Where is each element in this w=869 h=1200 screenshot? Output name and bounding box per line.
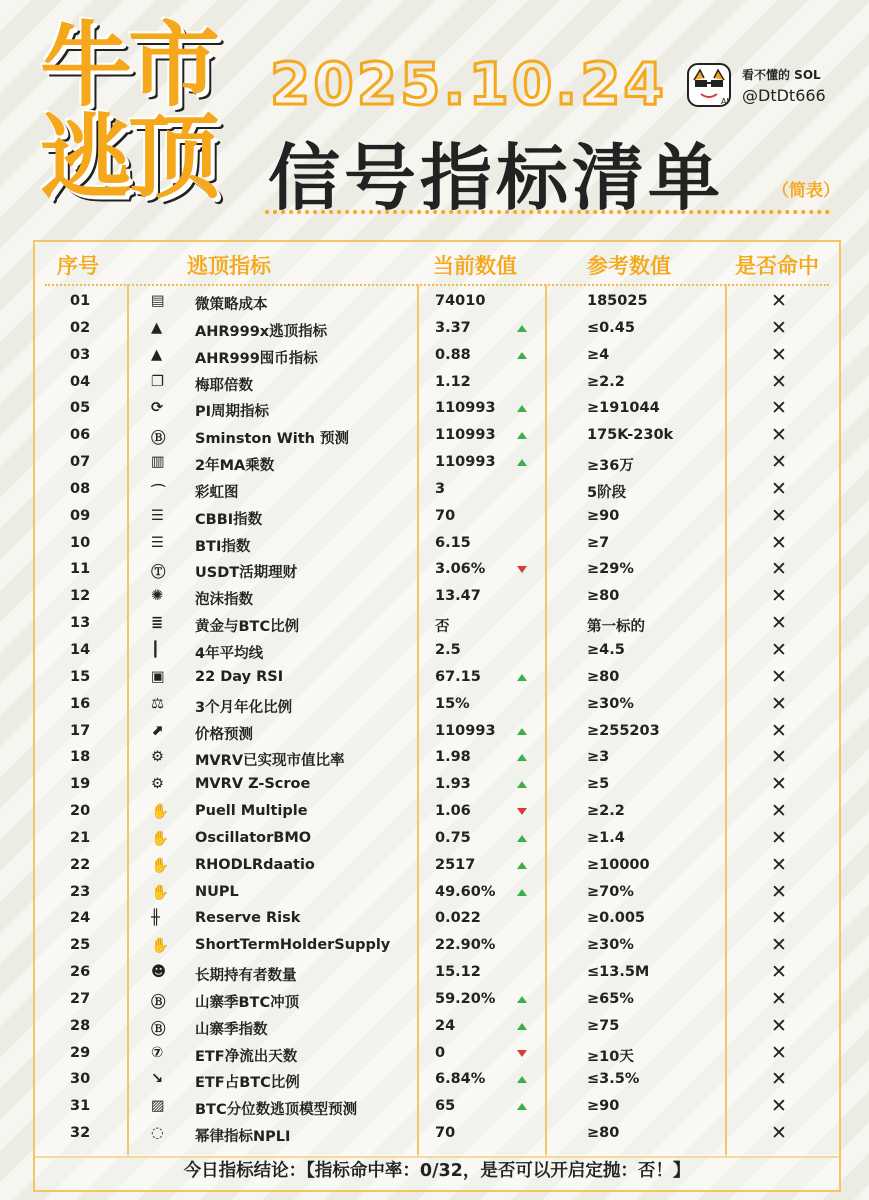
current-value: 24: [435, 1017, 456, 1034]
indicator-name: USDT活期理财: [195, 565, 298, 582]
reference-value: ≥36万: [587, 458, 634, 475]
trend-down-arrow-icon: [517, 1050, 527, 1057]
current-value: 110993: [435, 427, 496, 444]
row-number: 12: [70, 588, 91, 605]
column-header-reference: 参考数值: [587, 254, 671, 278]
reference-value: ≥29%: [587, 561, 634, 578]
row-number: 02: [70, 319, 91, 336]
row-number: 14: [70, 641, 91, 658]
current-value: 59.20%: [435, 990, 496, 1007]
bars-icon: ┃: [151, 641, 160, 658]
stripes-icon: ▨: [151, 1098, 165, 1115]
indicator-name: Reserve Risk: [195, 910, 301, 927]
table-row: [35, 879, 839, 906]
row-number: 24: [70, 910, 91, 927]
trend-up-arrow-icon: [517, 325, 527, 332]
reference-value: ≥255203: [587, 722, 660, 739]
indicator-name: RHODLRdaatio: [195, 856, 315, 873]
row-number: 10: [70, 534, 91, 551]
reference-value: ≥75: [587, 1017, 620, 1034]
subtitle: 信号指标清单: [268, 136, 725, 220]
indicator-name: 幂律指标NPLI: [195, 1129, 291, 1146]
reference-value: ≤0.45: [587, 319, 635, 336]
table-row: [35, 503, 839, 530]
svg-text:AI: AI: [721, 97, 729, 106]
indicator-name: AHR999x逃顶指标: [195, 323, 328, 340]
reference-value: ≥30%: [587, 695, 634, 712]
current-value: 15%: [435, 695, 470, 712]
current-value: 6.15: [435, 534, 471, 551]
row-number: 05: [70, 400, 91, 417]
table-row: [35, 637, 839, 664]
tether-icon: Ⓣ: [151, 565, 166, 582]
indicator-name: 长期持有者数量: [195, 968, 297, 985]
hit-status-icon: ✕: [771, 692, 787, 715]
indicator-name: BTC分位数逃顶模型预测: [195, 1102, 358, 1119]
current-value: 110993: [435, 454, 496, 471]
hit-status-icon: ✕: [771, 424, 787, 447]
reference-value: ≥80: [587, 668, 620, 685]
trend-up-arrow-icon: [517, 1076, 527, 1083]
row-number: 30: [70, 1071, 91, 1088]
reference-value: ≥4.5: [587, 641, 625, 658]
reference-value: ≥1.4: [587, 829, 625, 846]
trend-up-arrow-icon: [517, 432, 527, 439]
table-row: [35, 771, 839, 798]
current-value: 3: [435, 480, 446, 497]
reference-value: ≤13.5M: [587, 964, 650, 981]
table-row: [35, 986, 839, 1013]
indicator-name: 梅耶倍数: [195, 377, 253, 394]
hit-status-icon: ✕: [771, 290, 787, 312]
indicator-name: ETF净流出天数: [195, 1048, 298, 1065]
handshake-icon: ✋: [151, 804, 170, 821]
hit-status-icon: ✕: [771, 907, 787, 930]
indicator-name: 彩虹图: [195, 484, 239, 501]
current-value: 74010: [435, 293, 486, 309]
table-row: [35, 664, 839, 691]
reference-value: ≥80: [587, 1125, 620, 1142]
row-number: 19: [70, 776, 91, 793]
title-line-1: 牛市: [40, 12, 217, 119]
indicator-name: CBBI指数: [195, 511, 263, 528]
hit-status-icon: ✕: [771, 746, 787, 769]
candles-icon: ╫: [151, 910, 160, 927]
ahr-icon: ▲: [151, 346, 163, 363]
conclusion-footer: 今日指标结论：【指标命中率：0/32，是否可以开启定抛：否！】: [33, 1154, 841, 1192]
row-number: 32: [70, 1125, 91, 1142]
reference-value: ≥10天: [587, 1048, 634, 1065]
current-value: 65: [435, 1098, 456, 1115]
gold-icon: ≣: [151, 615, 164, 632]
hit-status-icon: ✕: [771, 397, 787, 420]
table-row: [35, 825, 839, 852]
table-row: [35, 798, 839, 825]
trend-up-arrow-icon: [517, 835, 527, 842]
current-value: 1.06: [435, 803, 471, 820]
hit-status-icon: ✕: [771, 343, 787, 366]
trend-up-arrow-icon: [517, 459, 527, 466]
ahr-icon: ▲: [151, 319, 163, 336]
row-number: 16: [70, 695, 91, 712]
scale-icon: ⚖: [151, 695, 164, 712]
indicator-name: 泡沫指数: [195, 592, 253, 609]
reference-value: 5阶段: [587, 484, 627, 501]
holder-icon: ☻: [151, 964, 167, 981]
hit-status-icon: ✕: [771, 316, 787, 339]
indicator-name: PI周期指标: [195, 404, 270, 421]
reference-value: ≤3.5%: [587, 1071, 640, 1088]
reference-value: ≥10000: [587, 856, 650, 873]
current-value: 1.98: [435, 749, 471, 766]
indicator-name: Puell Multiple: [195, 803, 308, 820]
indicator-name: 山寨季指数: [195, 1021, 268, 1038]
hit-status-icon: ✕: [771, 961, 787, 984]
reference-value: ≥191044: [587, 400, 660, 417]
row-number: 23: [70, 883, 91, 900]
table-row: [35, 610, 839, 637]
hit-status-icon: ✕: [771, 826, 787, 849]
indicator-name: 黄金与BTC比例: [195, 619, 300, 636]
hit-status-icon: ✕: [771, 1014, 787, 1037]
reference-value: ≥90: [587, 1098, 620, 1115]
reference-value: ≥4: [587, 346, 610, 363]
row-number: 21: [70, 829, 91, 846]
current-value: 2.5: [435, 641, 461, 658]
current-value: 70: [435, 507, 456, 524]
current-value: 22.90%: [435, 937, 496, 954]
trend-up-arrow-icon: [517, 996, 527, 1003]
reference-value: ≥2.2: [587, 803, 625, 820]
header-divider: [45, 284, 829, 286]
table-row: [35, 315, 839, 342]
indicator-name: AHR999囤币指标: [195, 350, 318, 367]
current-value: 3.06%: [435, 561, 486, 578]
table-row: [35, 476, 839, 503]
indicator-name: 微策略成本: [195, 297, 268, 313]
row-number: 15: [70, 668, 91, 685]
document-icon: ▤: [151, 293, 165, 309]
reference-value: ≥90: [587, 507, 620, 524]
hit-status-icon: ✕: [771, 558, 787, 581]
reference-value: ≥80: [587, 588, 620, 605]
calendar-icon: ▣: [151, 668, 165, 685]
current-value: 49.60%: [435, 883, 496, 900]
handshake-icon: ✋: [151, 884, 170, 901]
reference-value: ≥5: [587, 776, 610, 793]
indicator-name: Sminston With 预测: [195, 431, 350, 448]
reference-value: ≥0.005: [587, 910, 646, 927]
database-icon: ☰: [151, 507, 164, 524]
row-number: 27: [70, 990, 91, 1007]
hit-status-icon: ✕: [771, 853, 787, 876]
current-value: 0.022: [435, 910, 481, 927]
row-number: 20: [70, 803, 91, 820]
row-number: 31: [70, 1098, 91, 1115]
table-row: [35, 342, 839, 369]
hit-status-icon: ✕: [771, 477, 787, 500]
indicator-name: MVRV已实现市值比率: [195, 753, 345, 770]
hit-status-icon: ✕: [771, 638, 787, 661]
row-number: 25: [70, 937, 91, 954]
row-number: 11: [70, 561, 91, 578]
reference-value: ≥30%: [587, 937, 634, 954]
row-number: 22: [70, 856, 91, 873]
trend-up-arrow-icon: [517, 1103, 527, 1110]
table-row: [35, 959, 839, 986]
hit-status-icon: ✕: [771, 1068, 787, 1091]
column-header-no: 序号: [57, 254, 99, 278]
current-value: 0.88: [435, 346, 471, 363]
indicator-name: 4年平均线: [195, 645, 264, 662]
current-value: 110993: [435, 400, 496, 417]
day-seven-icon: ⑦: [151, 1044, 164, 1061]
row-number: 18: [70, 749, 91, 766]
row-number: 26: [70, 964, 91, 981]
table-row: [35, 1040, 839, 1067]
hit-status-icon: ✕: [771, 1095, 787, 1118]
avatar: [686, 62, 732, 108]
cycle-icon: ⟳: [151, 400, 164, 417]
table-row: [35, 905, 839, 932]
gear-icon: ⚙: [151, 749, 164, 766]
hit-status-icon: ✕: [771, 531, 787, 554]
copy-icon: ❐: [151, 373, 164, 390]
trend-up-arrow-icon: [517, 889, 527, 896]
column-header-current: 当前数值: [433, 254, 517, 278]
hit-status-icon: ✕: [771, 800, 787, 823]
trend-up-arrow-icon: [517, 754, 527, 761]
reference-value: ≥2.2: [587, 373, 625, 390]
current-value: 70: [435, 1125, 456, 1142]
current-value: 2517: [435, 856, 476, 873]
row-number: 13: [70, 615, 91, 632]
table-row: [35, 1093, 839, 1120]
table-row: [35, 369, 839, 396]
current-value: 0: [435, 1044, 446, 1061]
table-row: [35, 932, 839, 959]
bitcoin-icon: Ⓑ: [151, 994, 166, 1011]
table-row: [35, 744, 839, 771]
reference-value: 185025: [587, 293, 648, 309]
reference-value: ≥70%: [587, 883, 634, 900]
reference-value: ≥7: [587, 534, 610, 551]
current-value: 6.84%: [435, 1071, 486, 1088]
reference-value: ≥65%: [587, 990, 634, 1007]
hit-status-icon: ✕: [771, 370, 787, 393]
hit-status-icon: ✕: [771, 504, 787, 527]
handshake-icon: ✋: [151, 938, 170, 955]
trend-up-arrow-icon: [517, 781, 527, 788]
trend-up-icon: ⬈: [151, 722, 164, 739]
trend-up-arrow-icon: [517, 352, 527, 359]
indicator-name: 22 Day RSI: [195, 668, 284, 685]
bitcoin-icon: Ⓑ: [151, 431, 166, 448]
row-number: 04: [70, 373, 91, 390]
subtitle-note: （简表）: [772, 181, 840, 201]
handshake-icon: ✋: [151, 830, 170, 847]
trend-down-arrow-icon: [517, 808, 527, 815]
column-header-indicator: 逃顶指标: [187, 254, 271, 278]
row-number: 28: [70, 1017, 91, 1034]
hit-status-icon: ✕: [771, 451, 787, 474]
trend-up-arrow-icon: [517, 862, 527, 869]
table-row: [35, 422, 839, 449]
table-row: [35, 583, 839, 610]
row-number: 17: [70, 722, 91, 739]
trend-up-arrow-icon: [517, 728, 527, 735]
table-row: [35, 1013, 839, 1040]
row-number: 06: [70, 427, 91, 444]
current-value: 否: [435, 619, 450, 636]
indicator-name: NUPL: [195, 883, 239, 900]
bitcoin-icon: Ⓑ: [151, 1021, 166, 1038]
row-number: 07: [70, 454, 91, 471]
hit-status-icon: ✕: [771, 773, 787, 796]
handshake-icon: ✋: [151, 857, 170, 874]
reference-value: 175K-230k: [587, 427, 674, 444]
bubble-icon: ✺: [151, 588, 164, 605]
gear-icon: ⚙: [151, 776, 164, 793]
table-row: [35, 852, 839, 879]
indicator-name: ShortTermHolderSupply: [195, 937, 391, 954]
reference-value: ≥3: [587, 749, 610, 766]
author-name: 看不懂的 SOL: [742, 68, 821, 82]
indicator-table: [33, 240, 841, 1158]
current-value: 1.93: [435, 776, 471, 793]
hit-status-icon: ✕: [771, 1122, 787, 1145]
hit-status-icon: ✕: [771, 987, 787, 1010]
decline-icon: ↘: [151, 1071, 164, 1088]
indicator-name: MVRV Z-Scroe: [195, 776, 311, 793]
table-row: [35, 691, 839, 718]
row-number: 01: [70, 293, 91, 309]
hit-status-icon: ✕: [771, 612, 787, 635]
trend-up-arrow-icon: [517, 405, 527, 412]
trend-up-arrow-icon: [517, 674, 527, 681]
date: 2025.10.24: [270, 50, 667, 118]
indicator-name: BTI指数: [195, 538, 251, 555]
row-number: 03: [70, 346, 91, 363]
table-row: [35, 449, 839, 476]
database-icon: ☰: [151, 534, 164, 551]
table-row: [35, 718, 839, 745]
indicator-name: ETF占BTC比例: [195, 1075, 300, 1092]
current-value: 15.12: [435, 964, 481, 981]
table-row: [35, 1066, 839, 1093]
reference-value: 第一标的: [587, 619, 645, 636]
indicator-name: 价格预测: [195, 726, 253, 743]
row-number: 29: [70, 1044, 91, 1061]
row-number: 09: [70, 507, 91, 524]
author-handle: @DtDt666: [742, 86, 826, 105]
row-number: 08: [70, 480, 91, 497]
indicator-name: 3个月年化比例: [195, 699, 293, 716]
table-row: [35, 530, 839, 557]
hit-status-icon: ✕: [771, 585, 787, 608]
indicator-name: OscillatorBMO: [195, 829, 312, 846]
hit-status-icon: ✕: [771, 1041, 787, 1064]
indicator-name: 2年MA乘数: [195, 458, 275, 475]
spiral-icon: ◌: [151, 1125, 164, 1142]
dotted-divider: [265, 210, 830, 214]
hit-status-icon: ✕: [771, 934, 787, 957]
indicator-name: 山寨季BTC冲顶: [195, 994, 300, 1011]
trend-down-arrow-icon: [517, 566, 527, 573]
current-value: 13.47: [435, 588, 481, 605]
title-line-2: 逃顶: [40, 104, 217, 211]
current-value: 110993: [435, 722, 496, 739]
table-body: [35, 288, 839, 1147]
hit-status-icon: ✕: [771, 665, 787, 688]
table-row: [35, 395, 839, 422]
rainbow-icon: ⌒: [151, 484, 166, 501]
column-header-hit: 是否命中: [735, 254, 819, 278]
current-value: 1.12: [435, 373, 471, 390]
current-value: 0.75: [435, 829, 471, 846]
current-value: 67.15: [435, 668, 481, 685]
current-value: 3.37: [435, 319, 471, 336]
hit-status-icon: ✕: [771, 719, 787, 742]
hit-status-icon: ✕: [771, 880, 787, 903]
trend-up-arrow-icon: [517, 1023, 527, 1030]
table-row: [35, 288, 839, 315]
chart-icon: ▥: [151, 454, 165, 471]
table-row: [35, 1120, 839, 1147]
table-row: [35, 556, 839, 583]
